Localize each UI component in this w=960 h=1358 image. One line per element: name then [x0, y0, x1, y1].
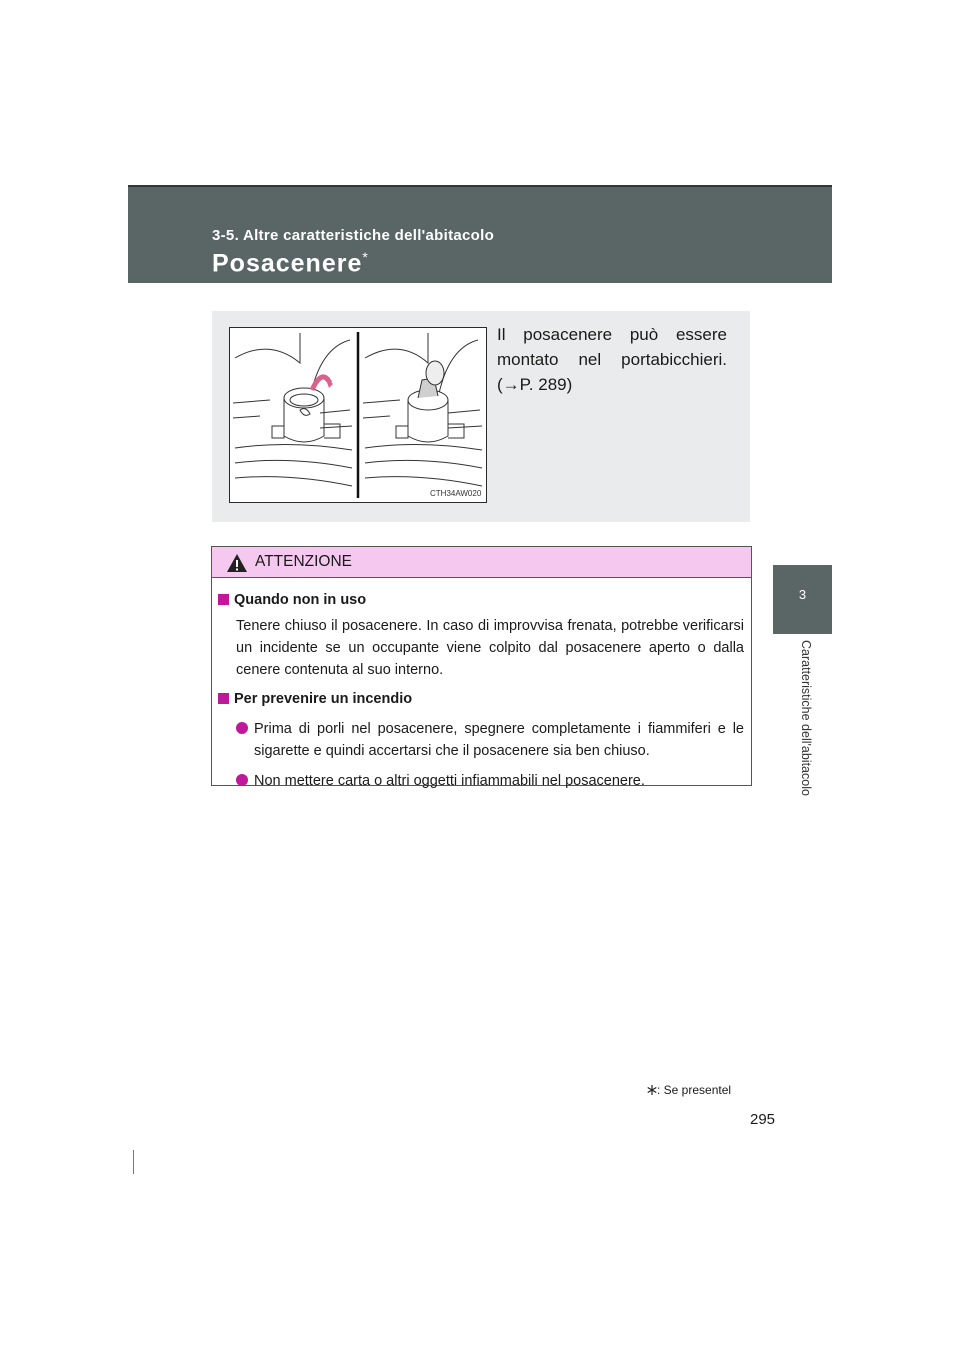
bullet-text: Prima di porli nel posacenere, spegnere completamente i fiammiferi e le sigarette e quindi accertarsi che il posacenere sia ben chiuso. — [254, 721, 744, 759]
warning-box — [211, 546, 752, 789]
circle-bullet-icon — [236, 722, 248, 734]
warning-title: ATTENZIONE — [255, 553, 353, 570]
bullet-text: Non mettere carta o altri oggetti infiammabili nel posacenere. — [254, 773, 645, 789]
crop-mark — [133, 1150, 134, 1174]
heading-text: Quando non in uso — [234, 592, 367, 608]
optional-marker: * — [362, 249, 369, 265]
asterisk-icon — [647, 1085, 657, 1095]
warning-heading-not-in-use — [218, 589, 744, 611]
ashtray-drawing — [230, 328, 486, 502]
warning-body — [218, 589, 744, 792]
warning-paragraph: Tenere chiuso il posacenere. In caso di improvvisa frenata, potrebbe verificarsi un incidente se un occupante viene colpito dal posacenere aperto o dalla cenere contenuta al suo interno. — [236, 618, 744, 678]
image-code: CTH34AW020 — [430, 489, 482, 498]
warning-header — [212, 547, 751, 578]
ashtray-illustration — [229, 327, 487, 503]
circle-bullet-icon — [236, 774, 248, 786]
footnote-text: : Se presentel — [657, 1083, 732, 1097]
footnote — [647, 1083, 731, 1097]
chapter-header — [128, 185, 832, 283]
intro-text: Il posacenere può essere montato nel portabicchieri. (→P. 289) — [497, 325, 727, 394]
warning-triangle-icon — [226, 553, 248, 573]
square-bullet-icon — [218, 594, 229, 605]
intro-panel — [212, 311, 750, 522]
warning-heading-fire — [218, 688, 744, 710]
warning-bullet-item — [218, 770, 744, 792]
breadcrumb: 3-5. Altre caratteristiche dell'abitacolo — [212, 227, 495, 244]
page-title-text: Posacenere — [212, 249, 363, 278]
heading-text: Per prevenire un incendio — [234, 691, 413, 707]
page-number: 295 — [750, 1111, 776, 1128]
chapter-tab-number: 3 — [773, 565, 832, 634]
square-bullet-icon — [218, 693, 229, 704]
chapter-tab-title: Caratteristiche dell'abitacolo — [799, 640, 813, 796]
page-title — [212, 249, 369, 278]
warning-bullet-item — [218, 718, 744, 762]
